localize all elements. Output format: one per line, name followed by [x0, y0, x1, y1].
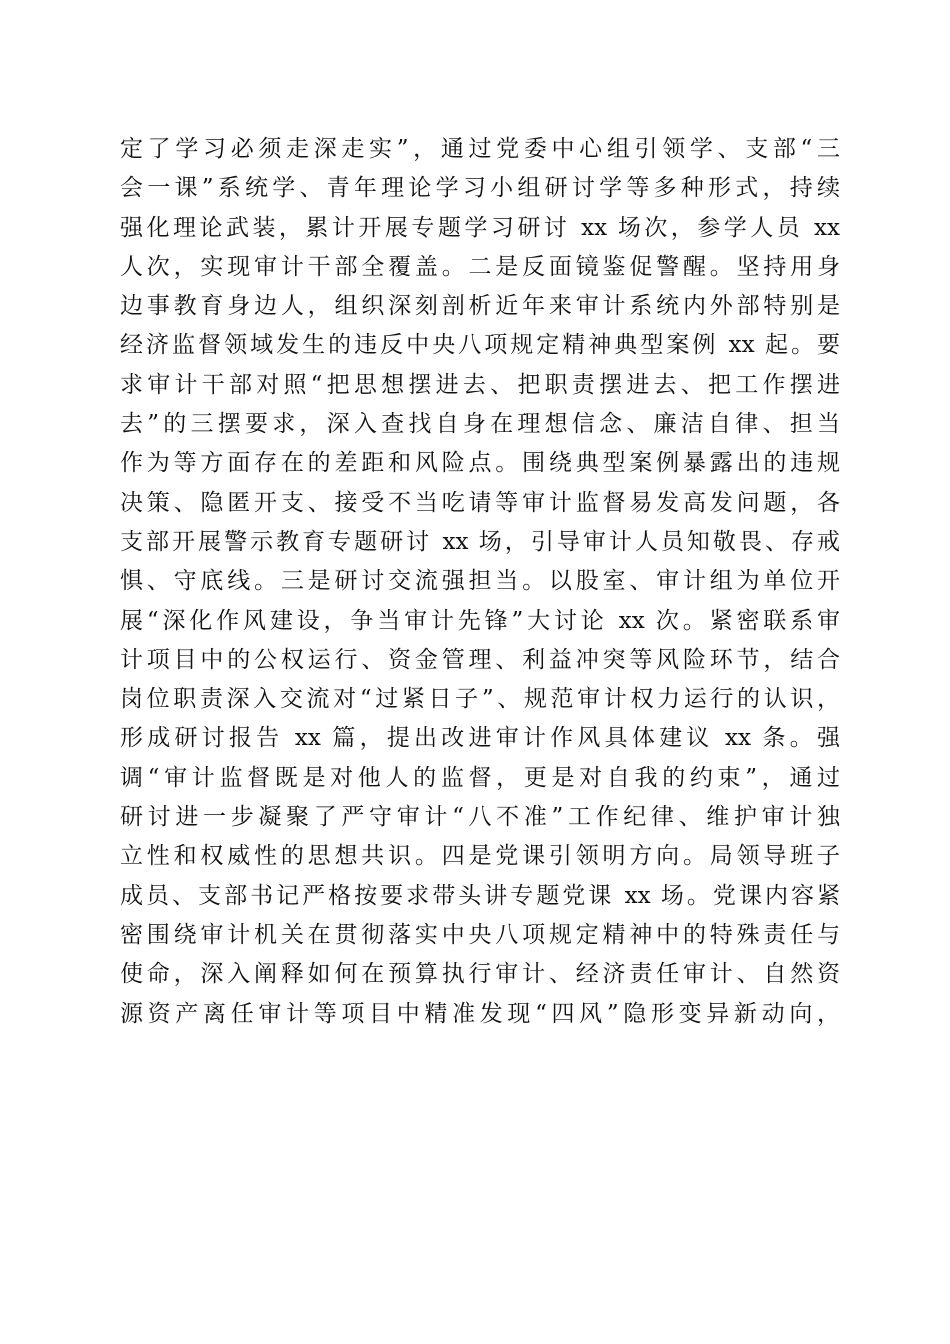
- text-line: 成员、支部书记严格按要求带头讲专题党课 xx 场。党课内容紧: [120, 882, 840, 909]
- text-line: 形成研讨报告 xx 篇，提出改进审计作风具体建议 xx 条。强: [120, 725, 840, 752]
- text-line: 边事教育身边人，组织深刻剖析近年来审计系统内外部特别是: [120, 293, 840, 320]
- text-line: 岗位职责深入交流对“过紧日子”、规范审计权力运行的认识，: [120, 686, 840, 713]
- text-line: 密围绕审计机关在贯彻落实中央八项规定精神中的特殊责任与: [120, 921, 840, 948]
- text-line: 立性和权威性的思想共识。四是党课引领明方向。局领导班子: [120, 843, 840, 870]
- text-line: 研讨进一步凝聚了严守审计“八不准”工作纪律、维护审计独: [120, 804, 840, 831]
- text-line: 定了学习必须走深走实”，通过党委中心组引领学、支部“三: [120, 136, 840, 162]
- text-line: 去”的三摆要求，深入查找自身在理想信念、廉洁自律、担当: [120, 411, 840, 438]
- text-line: 求审计干部对照“把思想摆进去、把职责摆进去、把工作摆进: [120, 371, 840, 398]
- text-line: 作为等方面存在的差距和风险点。围绕典型案例暴露出的违规: [120, 450, 840, 477]
- text-line: 决策、隐匿开支、接受不当吃请等审计监督易发高发问题，各: [120, 489, 840, 516]
- text-line: 会一课”系统学、青年理论学习小组研讨学等多种形式，持续: [120, 175, 840, 202]
- text-line: 强化理论武装，累计开展专题学习研讨 xx 场次，参学人员 xx: [120, 214, 840, 241]
- text-line: 计项目中的公权运行、资金管理、利益冲突等风险环节，结合: [120, 646, 840, 673]
- text-line: 惧、守底线。三是研讨交流强担当。以股室、审计组为单位开: [120, 568, 840, 595]
- text-line: 经济监督领域发生的违反中央八项规定精神典型案例 xx 起。要: [120, 332, 840, 359]
- body-paragraph: [120, 130, 840, 1034]
- text-line: 支部开展警示教育专题研讨 xx 场，引导审计人员知敬畏、存戒: [120, 528, 840, 555]
- text-line: 使命，深入阐释如何在预算执行审计、经济责任审计、自然资: [120, 961, 840, 988]
- text-line: 源资产离任审计等项目中精准发现“四风”隐形变异新动向，: [120, 1000, 840, 1027]
- text-line: 调“审计监督既是对他人的监督，更是对自我的约束”，通过: [120, 764, 840, 791]
- text-line: 人次，实现审计干部全覆盖。二是反面镜鉴促警醒。坚持用身: [120, 253, 840, 280]
- text-line: 展“深化作风建设，争当审计先锋”大讨论 xx 次。紧密联系审: [120, 607, 840, 634]
